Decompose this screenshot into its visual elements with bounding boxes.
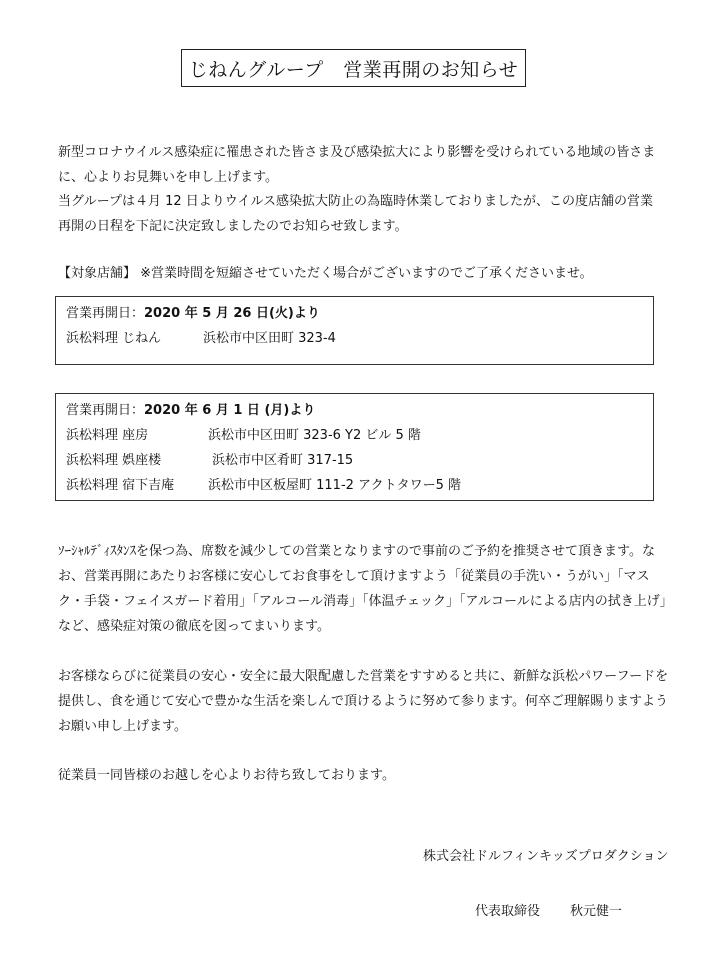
shop-row	[66, 473, 653, 498]
safety-measures-paragraph: ｿｰｼｬﾙﾃﾞｨｽﾀﾝｽを保つ為、席数を減少しての営業となりますので事前のご予約を推奨させて頂きます。なお、営業再開にあたりお客様に安心してお食事をして頂けますよう「従業員の手洗い・うがい」「マスク・手袋・フェイスガード着用」「アルコール消毒」「体温チェック」「アルコールによる店内の拭き上げ」など、感染症対策の徹底を図ってまいります。	[58, 544, 667, 634]
shop-name: 浜松料理 宿下吉庵	[66, 478, 175, 493]
reopen-date-label: 営業再開日：	[66, 306, 145, 321]
company-name: 株式会社ドルフィンキッズプロダクション	[423, 849, 669, 864]
reopen-date-value: 2020 年 5 月 26 日(火)より	[144, 306, 320, 321]
reopen-box-may	[55, 296, 654, 365]
shop-name: 浜松料理 娯座楼	[66, 453, 162, 468]
title-text: じねんグループ 営業再開のお知らせ	[188, 58, 519, 81]
reopen-box-june	[55, 393, 654, 501]
shop-row	[66, 423, 653, 448]
shop-address: 浜松市中区肴町 317-15	[212, 453, 354, 468]
shop-address: 浜松市中区田町 323-4	[203, 331, 336, 346]
intro-paragraph-2: 当グループは４月 12 日よりウイルス感染拡大防止の為臨時休業しておりましたが、この度店舗の営業再開の日程を下記に決定致しましたのでお知らせ致します。	[58, 194, 653, 234]
shop-row	[66, 326, 653, 351]
commitment-paragraph: お客様ならびに従業員の安心・安全に最大限配慮した営業をすすめると共に、新鮮な浜松パワーフードを提供し、食を通じて安心で豊かな生活を楽しんで頂けるように努めて参ります。何卒ご理解賜りますようお願い申し上げます。	[58, 669, 669, 734]
shop-row	[66, 448, 653, 473]
intro-paragraph-1: 新型コロナウイルス感染症に罹患された皆さま及び感染拡大により影響を受けられている地域の皆さまに、心よりお見舞いを申し上げます。	[58, 145, 656, 185]
representative-line	[475, 899, 622, 924]
shop-address: 浜松市中区板屋町 111-2 アクトタワー5 階	[208, 478, 462, 493]
reopen-date-label: 営業再開日：	[66, 403, 145, 418]
shop-name: 浜松料理 座房	[66, 428, 149, 443]
shop-address: 浜松市中区田町 323-6 Y2 ビル 5 階	[208, 428, 421, 443]
representative-title: 代表取締役	[475, 904, 541, 919]
reopen-date-row	[66, 301, 653, 326]
shop-name: 浜松料理 じねん	[66, 331, 162, 346]
closing-line: 従業員一同皆様のお越しを心よりお待ち致しております。	[58, 768, 395, 783]
reopen-date-row	[66, 398, 653, 423]
notice-title	[181, 49, 526, 87]
target-store-notice: 【対象店舗】 ※営業時間を短縮させていただく場合がございますのでご了承くださいませ。	[58, 266, 593, 281]
reopen-date-value: 2020 年 6 月 1 日 (月)より	[144, 403, 316, 418]
representative-name: 秋元健一	[570, 904, 623, 919]
